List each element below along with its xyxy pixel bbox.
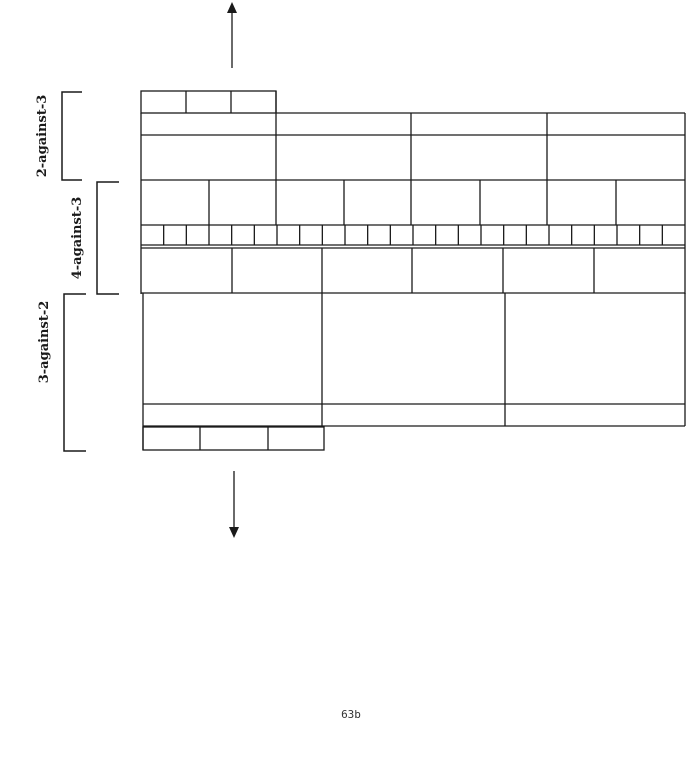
- bracket-4-against-3: [97, 182, 119, 294]
- section-2-against-3: [141, 91, 685, 180]
- section-3-against-2: [143, 293, 685, 450]
- page-number: 63b: [341, 708, 361, 721]
- arrow-down-icon: [229, 471, 239, 538]
- label-2-against-3: 2-against-3: [35, 94, 50, 178]
- tick-strip: [164, 225, 663, 245]
- arrow-up-icon: [227, 2, 237, 68]
- label-3-against-2: 3-against-2: [37, 300, 52, 384]
- section-4-against-3: [141, 180, 685, 294]
- bracket-2-against-3: [62, 92, 82, 180]
- bracket-3-against-2: [64, 294, 86, 451]
- label-4-against-3: 4-against-3: [70, 196, 85, 280]
